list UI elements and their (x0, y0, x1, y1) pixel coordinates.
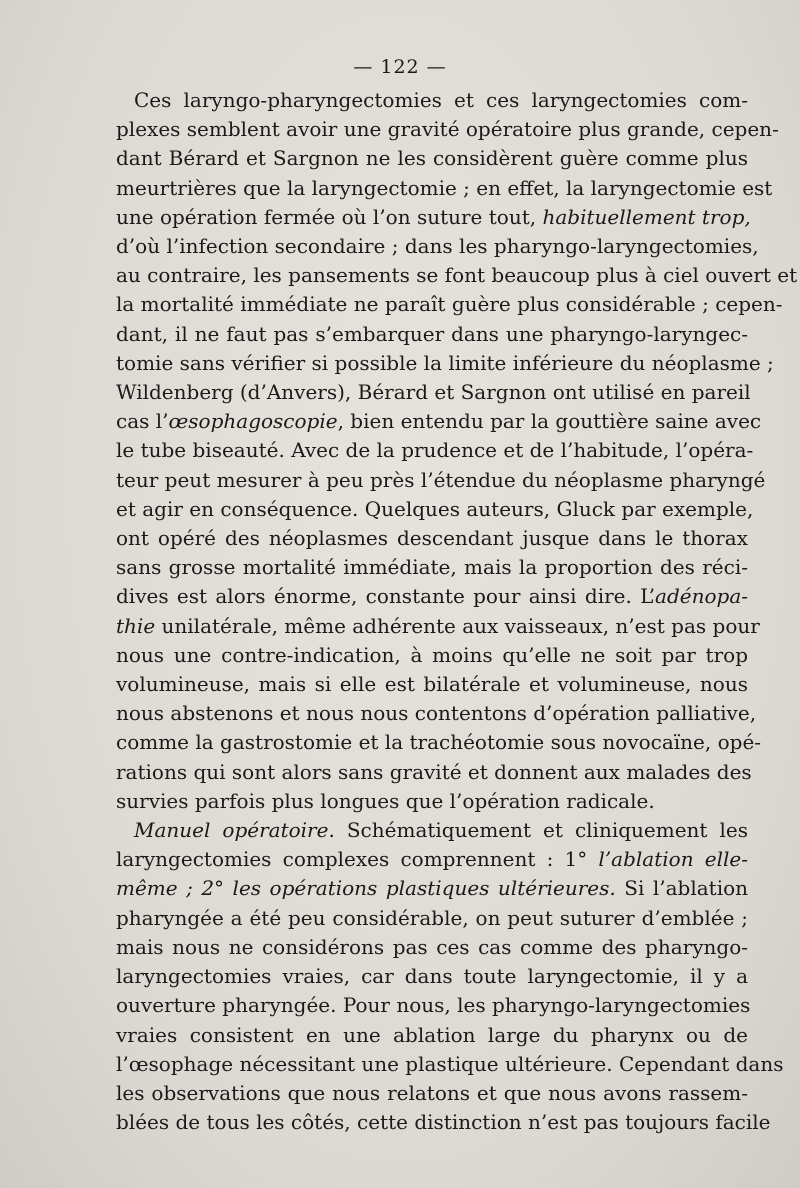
text-line (116, 86, 748, 115)
text-segment: laryngectomies vraies, car dans toute laryngectomie, il y a (116, 964, 748, 989)
text-line (116, 349, 774, 378)
text-segment: vraies consistent en une ablation large du pharynx ou de (116, 1022, 748, 1047)
text-line (116, 962, 748, 991)
text-segment: teur peut mesurer à peu près l’étendue du néoplasme pharyngé (116, 467, 766, 492)
text-line (116, 436, 754, 465)
text-line (116, 816, 748, 845)
text-segment: , bien entendu par la gouttière saine avec (337, 409, 762, 434)
text-line (116, 203, 751, 232)
text-segment: ouverture pharyngée. Pour nous, les pharyngo-laryngectomies (116, 993, 751, 1018)
text-line (116, 612, 760, 641)
text-segment: pharyngée a été peu considérable, on peut suturer d’emblée ; (116, 905, 748, 930)
italic-text: habituellement trop, (542, 204, 751, 229)
text-line (116, 1021, 748, 1050)
text-line (116, 378, 751, 407)
text-segment: nous une contre-indication, à moins qu’elle ne soit par trop (116, 642, 748, 667)
text-segment: Wildenberg (d’Anvers), Bérard et Sargnon ont utilisé en pareil (116, 380, 751, 405)
text-line (116, 232, 759, 261)
text-segment: laryngectomies complexes comprennent : 1° (116, 847, 599, 872)
text-segment: tomie sans vérifier si possible la limite inférieure du néoplasme ; (116, 350, 774, 375)
text-line (116, 641, 748, 670)
body-text (116, 86, 798, 1137)
text-line (116, 495, 754, 524)
text-segment: la mortalité immédiate ne paraît guère plus considérable ; cepen- (116, 292, 783, 317)
text-line (116, 728, 762, 757)
italic-text: Manuel opératoire. (134, 818, 335, 843)
text-segment: nous abstenons et nous nous contentons d’opération palliative, (116, 701, 757, 726)
text-segment: les observations que nous relatons et que nous avons rassem- (116, 1080, 748, 1105)
text-segment: ont opéré des néoplasmes descendant jusque dans le thorax (116, 526, 748, 551)
text-segment: blées de tous les côtés, cette distinction n’est pas toujours facile (116, 1110, 771, 1135)
text-segment: Si l’ablation (615, 876, 749, 901)
text-segment: le tube biseauté. Avec de la prudence et de l’habitude, l’opéra- (116, 438, 754, 463)
text-segment: unilatérale, même adhérente aux vaisseaux, n’est pas pour (155, 613, 760, 638)
text-segment: volumineuse, mais si elle est bilatérale et volumineuse, nous (116, 672, 748, 697)
text-segment: cas l’ (116, 409, 169, 434)
text-segment: plexes semblent avoir une gravité opératoire plus grande, cepen- (116, 117, 779, 142)
text-line (116, 874, 748, 903)
text-line (116, 699, 757, 728)
text-line (116, 904, 748, 933)
italic-text: même ; 2° les opérations plastiques ultérieures. (116, 876, 616, 901)
text-segment: mais nous ne considérons pas ces cas comme des pharyngo- (116, 934, 748, 959)
text-segment: une opération fermée où l’on suture tout, (116, 204, 543, 229)
text-segment: d’où l’infection secondaire ; dans les pharyngo-laryngectomies, (116, 234, 759, 259)
text-segment: dant Bérard et Sargnon ne les considèrent guère comme plus (116, 146, 748, 171)
text-line (116, 1079, 748, 1108)
text-segment: l’œsophage nécessitant une plastique ultérieure. Cependant dans (116, 1051, 784, 1076)
text-line (116, 261, 798, 290)
text-line (116, 582, 748, 611)
text-line (116, 320, 748, 349)
text-line (116, 1050, 784, 1079)
text-line (116, 290, 783, 319)
text-line (116, 933, 748, 962)
italic-text: œsophagoscopie (168, 409, 338, 434)
text-segment: et agir en conséquence. Quelques auteurs, Gluck par exemple, (116, 496, 754, 521)
italic-text: adénopa- (655, 584, 748, 609)
text-line (116, 466, 766, 495)
text-line (116, 524, 748, 553)
text-line (116, 670, 748, 699)
text-segment: Schématiquement et cliniquement les (334, 818, 748, 843)
text-line (116, 1108, 771, 1137)
text-line (116, 407, 762, 436)
text-line (116, 991, 751, 1020)
text-segment: meurtrières que la laryngectomie ; en effet, la laryngectomie est (116, 175, 773, 200)
text-segment: dant, il ne faut pas s’embarquer dans une pharyngo-laryngec- (116, 321, 748, 346)
text-line (116, 553, 748, 582)
text-line (116, 787, 748, 816)
text-segment: au contraire, les pansements se font beaucoup plus à ciel ouvert et (116, 263, 798, 288)
italic-text: thie (116, 613, 156, 638)
text-segment: Ces laryngo-pharyngectomies et ces laryngectomies com- (134, 88, 748, 112)
text-line (116, 144, 748, 173)
text-segment: sans grosse mortalité immédiate, mais la proportion des réci- (116, 555, 748, 580)
text-line (116, 845, 748, 874)
text-segment: survies parfois plus longues que l’opération radicale. (116, 788, 655, 813)
text-segment: comme la gastrostomie et la trachéotomie sous novocaïne, opé- (116, 730, 762, 755)
text-segment: dives est alors énorme, constante pour ainsi dire. L’ (116, 584, 656, 609)
italic-text: l’ablation elle- (598, 847, 748, 872)
text-line (116, 758, 752, 787)
text-line (116, 174, 773, 203)
text-line (116, 115, 779, 144)
page-number: — 122 — (353, 56, 447, 78)
text-segment: rations qui sont alors sans gravité et donnent aux malades des (116, 759, 752, 784)
